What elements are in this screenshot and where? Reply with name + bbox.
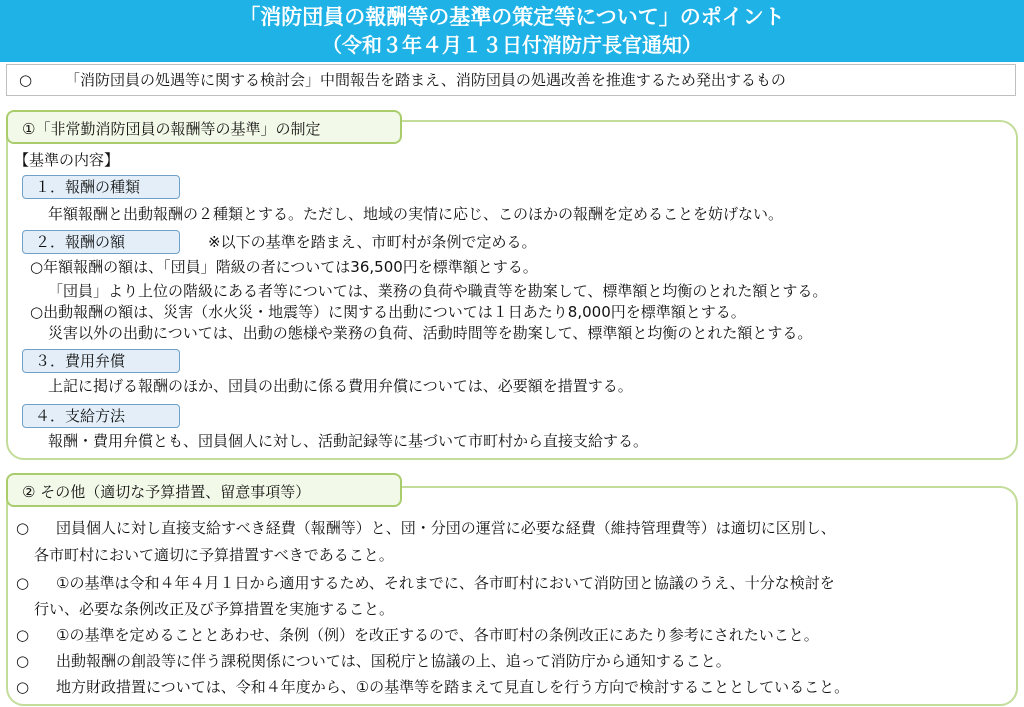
expense-reimbursement-text: 上記に掲げる報酬のほか、団員の出動に係る費用弁償については、必要額を措置する。 bbox=[48, 377, 633, 395]
other-item-2-line1: ①の基準は令和４年４月１日から適用するため、それまでに、各市町村において消防団と協議のうえ、十分な検討を bbox=[56, 574, 835, 592]
item-bullet: ○ bbox=[16, 626, 30, 644]
item-bullet: ○ bbox=[16, 678, 30, 696]
reward-amount-line1: ○年額報酬の額は、「団員」階級の者については36,500円を標準額とする。 bbox=[30, 258, 538, 276]
section2-title: ② その他（適切な予算措置、留意事項等） bbox=[6, 473, 402, 507]
intro-text: 「消防団員の処遇等に関する検討会」中間報告を踏まえ、消防団員の処遇改善を推進するため発出するもの bbox=[65, 71, 786, 89]
content-heading: 【基準の内容】 bbox=[14, 151, 120, 169]
item-bullet: ○ bbox=[16, 652, 30, 670]
label-reward-types: １．報酬の種類 bbox=[22, 175, 180, 199]
item-bullet: ○ bbox=[16, 574, 30, 592]
label-payment-method: ４．支給方法 bbox=[22, 404, 180, 428]
header-banner bbox=[0, 0, 1024, 62]
reward-types-text: 年額報酬と出動報酬の２種類とする。ただし、地域の実情に応じ、このほかの報酬を定めることを妨げない。 bbox=[48, 205, 784, 223]
other-item-5-line1: 地方財政措置については、令和４年度から、①の基準等を踏まえて見直しを行う方向で検討することとしていること。 bbox=[56, 678, 850, 696]
other-item-4-line1: 出動報酬の創設等に伴う課税関係については、国税庁と協議の上、追って消防庁から通知すること。 bbox=[56, 652, 731, 670]
other-item-1-line1: 団員個人に対し直接支給すべき経費（報酬等）と、団・分団の運営に必要な経費（維持管理費等）は適切に区別し、 bbox=[56, 519, 836, 537]
other-item-1-line2: 各市町村において適切に予算措置すべきであること。 bbox=[34, 546, 394, 564]
page-title: 「消防団員の報酬等の基準の策定等について」のポイント bbox=[239, 5, 785, 29]
reward-amount-line3: ○出動報酬の額は、災害（水火災・地震等）に関する出動については１日あたり8,000円を標準額とする。 bbox=[30, 303, 746, 321]
other-item-2-line2: 行い、必要な条例改正及び予算措置を実施すること。 bbox=[34, 600, 395, 618]
reward-amount-line2: 「団員」より上位の階級にある者等については、業務の負荷や職責等を勘案して、標準額と均衡のとれた額とする。 bbox=[48, 282, 828, 300]
section1-title: ①「非常勤消防団員の報酬等の基準」の制定 bbox=[6, 110, 402, 144]
item-bullet: ○ bbox=[16, 519, 30, 537]
intro-box bbox=[6, 64, 1016, 96]
label-expense-reimbursement: ３．費用弁償 bbox=[22, 349, 180, 373]
page-subtitle: （令和３年４月１３日付消防庁長官通知） bbox=[322, 33, 702, 57]
payment-method-text: 報酬・費用弁償とも、団員個人に対し、活動記録等に基づいて市町村から直接支給する。 bbox=[48, 432, 649, 450]
label-reward-amount: ２．報酬の額 bbox=[22, 230, 180, 254]
reward-amount-line4: 災害以外の出動については、出動の態様や業務の負荷、活動時間等を勘案して、標準額と均衡のとれた額とする。 bbox=[48, 324, 813, 342]
other-item-3-line1: ①の基準を定めることとあわせ、条例（例）を改正するので、各市町村の条例改正にあたり参考にされたいこと。 bbox=[56, 626, 819, 644]
reward-amount-note: ※以下の基準を踏まえ、市町村が条例で定める。 bbox=[208, 233, 537, 251]
intro-bullet: ○ bbox=[19, 71, 33, 89]
